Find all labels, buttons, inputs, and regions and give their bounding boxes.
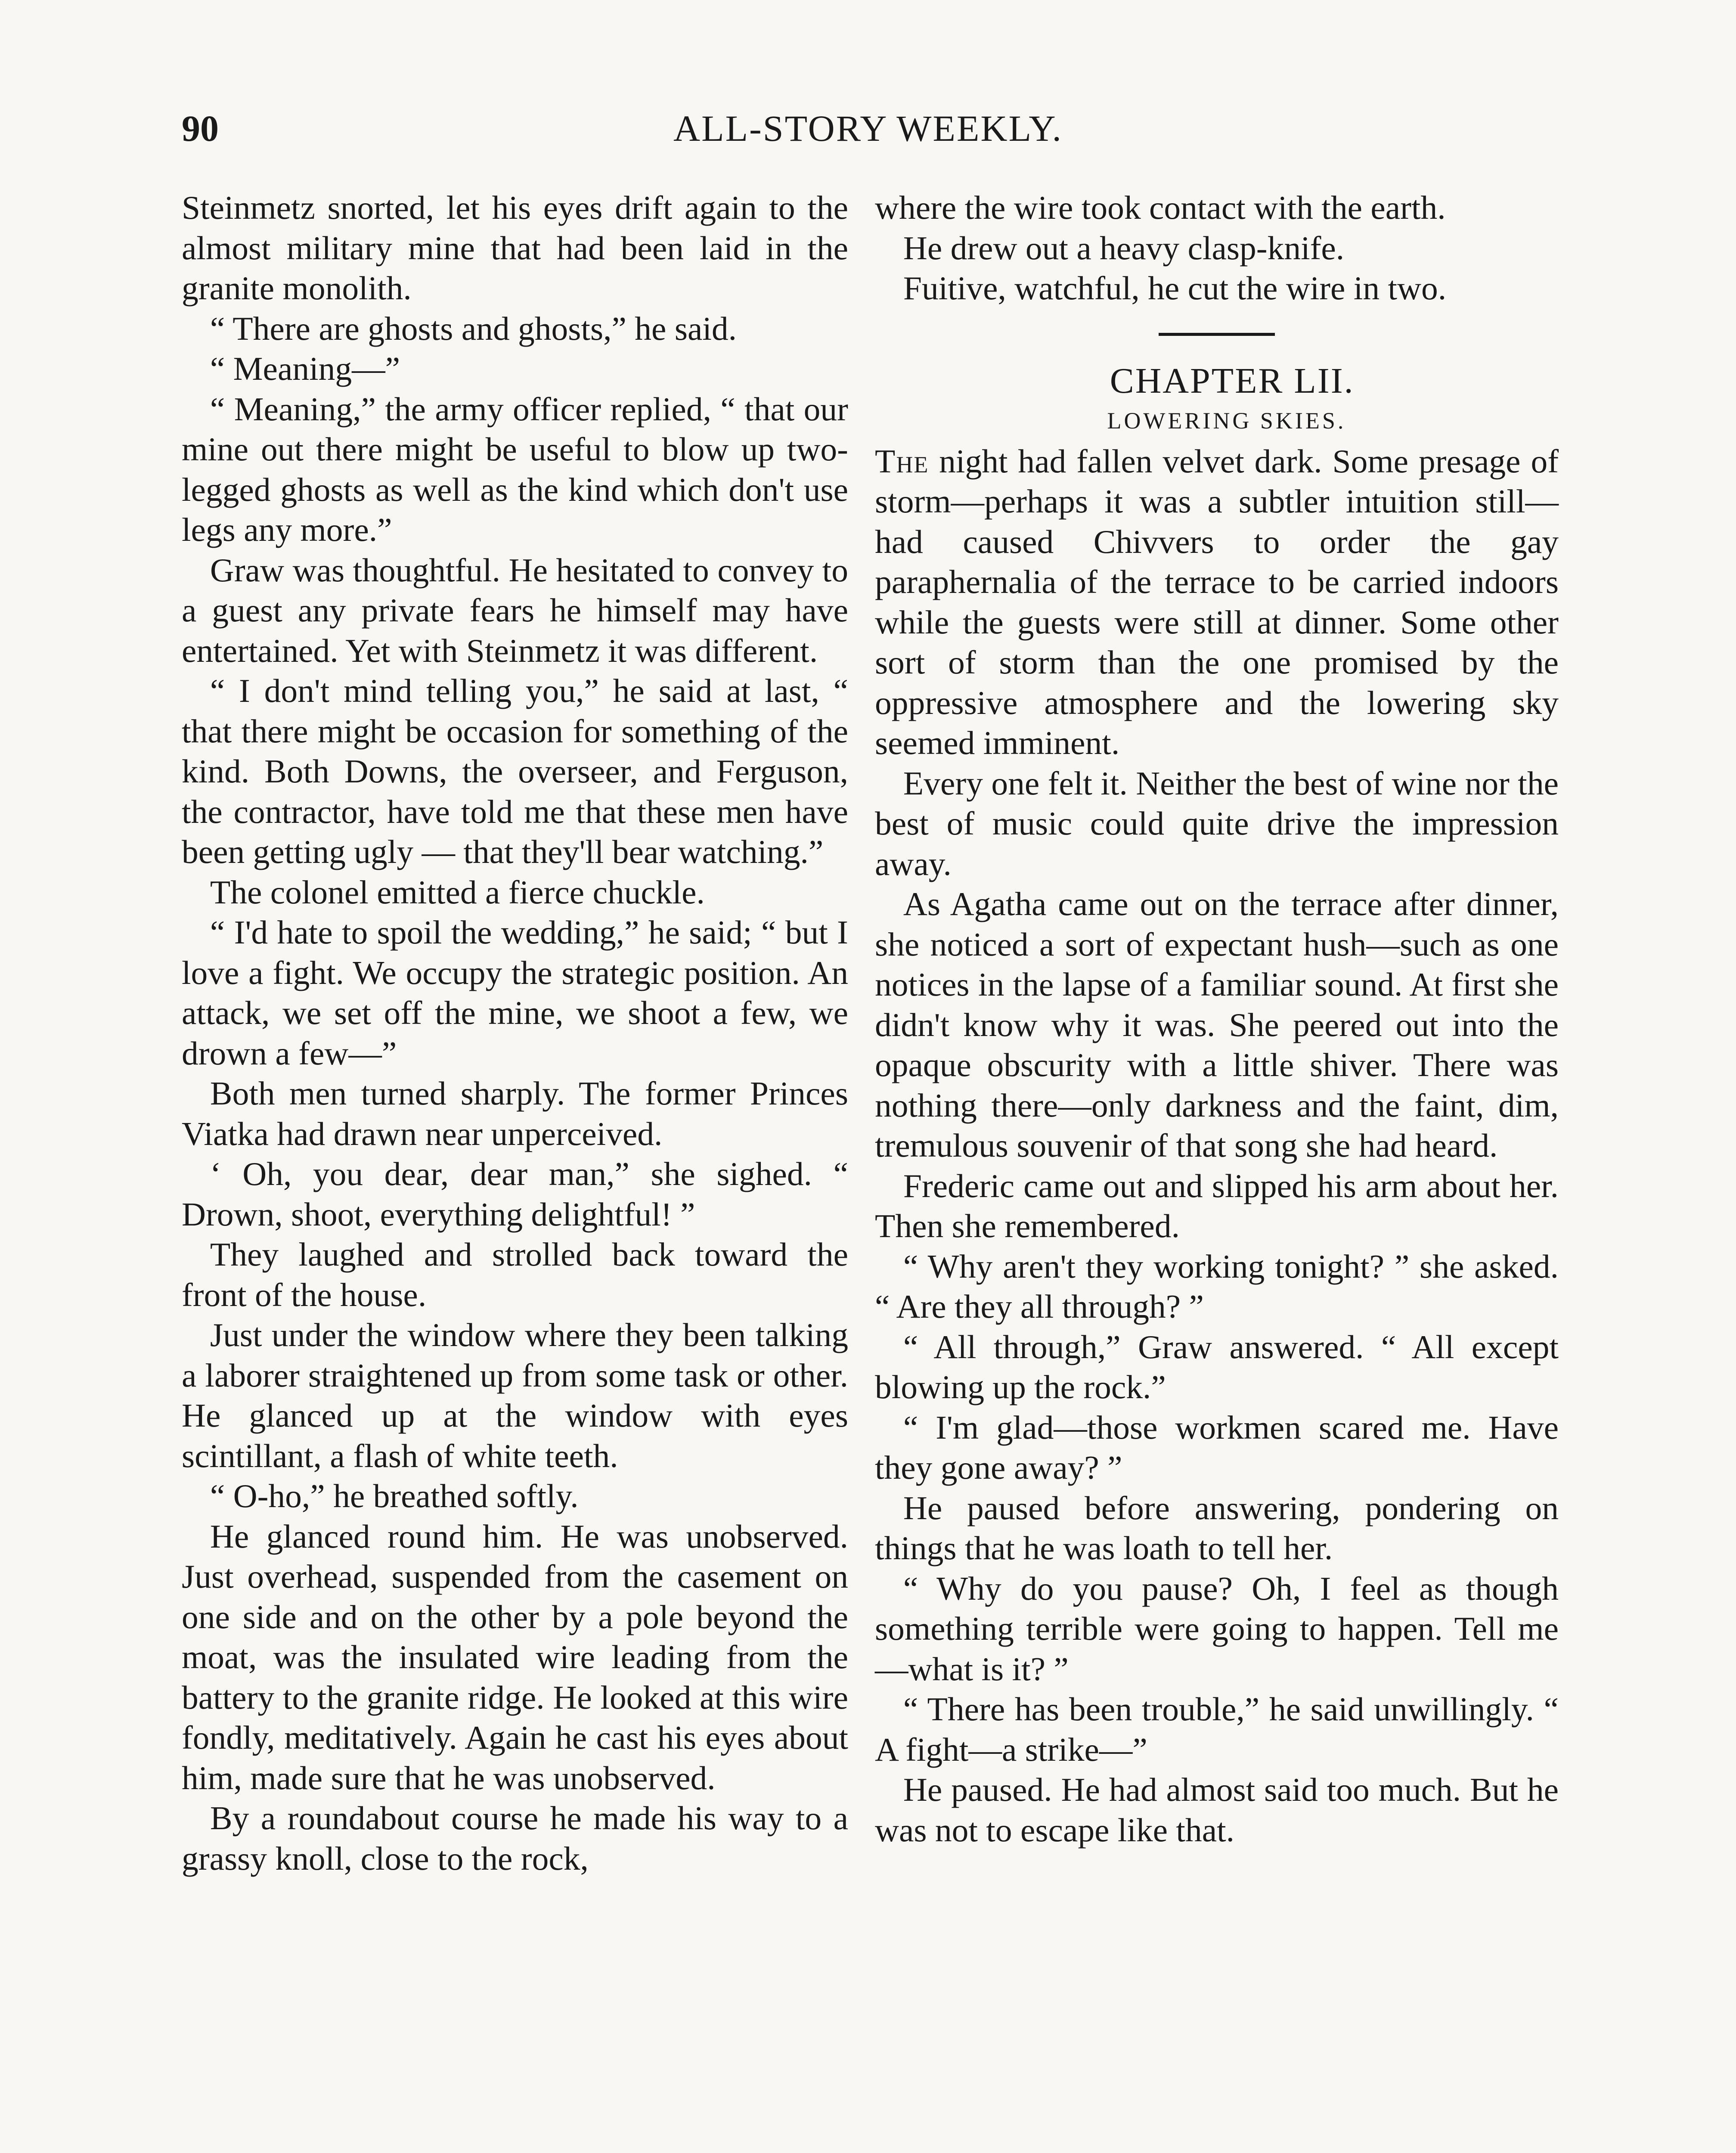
- paragraph: “ There are ghosts and ghosts,” he said.: [210, 310, 737, 347]
- right-column: [875, 188, 1559, 1850]
- paragraph: “ I don't mind telling you,” he said at last, “ that there might be occasion for something of the kind. Both Downs, the overseer, and Ferguson, the contractor, have told me that these men have been getting ugly — that they'll bear watching.”: [182, 672, 848, 870]
- paragraph: He glanced round him. He was unobserved. Just overhead, suspended from the casement on one side and on the other by a pole beyond the moat, was the insulated wire leading from the battery to the granite ridge. He looked at this wire fondly, meditatively. Again he cast his eyes about him, made sure that he was unobserved.: [182, 1517, 848, 1796]
- paragraph: Graw was thoughtful. He hesitated to convey to a guest any private fears he himself may have entertained. Yet with Steinmetz it was different.: [182, 551, 848, 669]
- paragraph: “ I'd hate to spoil the wedding,” he said; “ but I love a fight. We occupy the strategic position. An attack, we set off the mine, we shoot a few, we drown a few—”: [182, 914, 848, 1072]
- paragraph: “ Why do you pause? Oh, I feel as though something terrible were going to happen. Tell me—what is it? ”: [875, 1570, 1559, 1688]
- chapter-opening-paragraph: [875, 441, 1559, 763]
- paragraph: “ There has been trouble,” he said unwillingly. “ A fight—a strike—”: [875, 1691, 1559, 1768]
- paragraph: where the wire took contact with the earth.: [875, 189, 1446, 226]
- paragraph: He paused before answering, pondering on things that he was loath to tell her.: [875, 1489, 1559, 1567]
- paragraph: Just under the window where they been talking a laborer straightened up from some task or other. He glanced up at the window with eyes scintillant, a flash of white teeth.: [182, 1316, 848, 1474]
- left-column: [182, 188, 848, 1879]
- paragraph: Frederic came out and slipped his arm about her. Then she remembered.: [875, 1167, 1559, 1244]
- section-divider: [1159, 333, 1275, 336]
- paragraph: Every one felt it. Neither the best of wine nor the best of music could quite drive the impression away.: [875, 764, 1559, 882]
- paragraph: “ Why aren't they working tonight? ” she asked. “ Are they all through? ”: [875, 1247, 1559, 1325]
- running-head: ALL-STORY WEEKLY.: [673, 108, 1063, 149]
- chapter-subtitle: LOWERING SKIES.: [1107, 408, 1346, 434]
- page-number: 90: [182, 108, 219, 149]
- paragraph: ‘ Oh, you dear, dear man,” she sighed. “ Drown, shoot, everything delightful! ”: [182, 1155, 848, 1233]
- paragraph: As Agatha came out on the terrace after dinner, she noticed a sort of expectant hush—such as one notices in the lapse of a familiar sound. At first she didn't know why it was. She peered out into the opaque obscurity with a little shiver. There was nothing there—only darkness and the faint, dim, tremulous souvenir of that song she had heard.: [875, 885, 1559, 1164]
- paragraph: They laughed and strolled back toward the front of the house.: [182, 1236, 848, 1313]
- opening-text: night had fallen velvet dark. Some presage of storm—perhaps it was a subtler intuition still—had caused Chivvers to order the gay paraphernalia of the terrace to be carried indoors while the guests were still at dinner. Some other sort of storm than the one promised by the oppressive atmosphere and the lowering sky seemed imminent.: [875, 442, 1559, 761]
- paragraph: Fuitive, watchful, he cut the wire in two.: [903, 270, 1447, 307]
- paragraph: “ All through,” Graw answered. “ All except blowing up the rock.”: [875, 1328, 1559, 1405]
- paragraph: “ O-ho,” he breathed softly.: [210, 1477, 579, 1514]
- paragraph: The colonel emitted a fierce chuckle.: [210, 873, 705, 911]
- paragraph: He paused. He had almost said too much. But he was not to escape like that.: [875, 1771, 1559, 1849]
- paragraph: Steinmetz snorted, let his eyes drift again to the almost military mine that had been laid in the granite monolith.: [182, 189, 848, 307]
- chapter-title: CHAPTER LII.: [1110, 360, 1355, 401]
- opening-word: The: [875, 442, 929, 480]
- paragraph: “ Meaning—”: [210, 350, 400, 387]
- paragraph: By a roundabout course he made his way to a grassy knoll, close to the rock,: [182, 1799, 848, 1877]
- paragraph: “ Meaning,” the army officer replied, “ that our mine out there might be useful to blow up two-legged ghosts as well as the kind which don't use legs any more.”: [182, 390, 848, 548]
- paragraph: “ I'm glad—those workmen scared me. Have they gone away? ”: [875, 1408, 1559, 1486]
- paragraph: He drew out a heavy clasp-knife.: [903, 229, 1345, 267]
- paragraph: Both men turned sharply. The former Princes Viatka had drawn near unperceived.: [182, 1075, 848, 1152]
